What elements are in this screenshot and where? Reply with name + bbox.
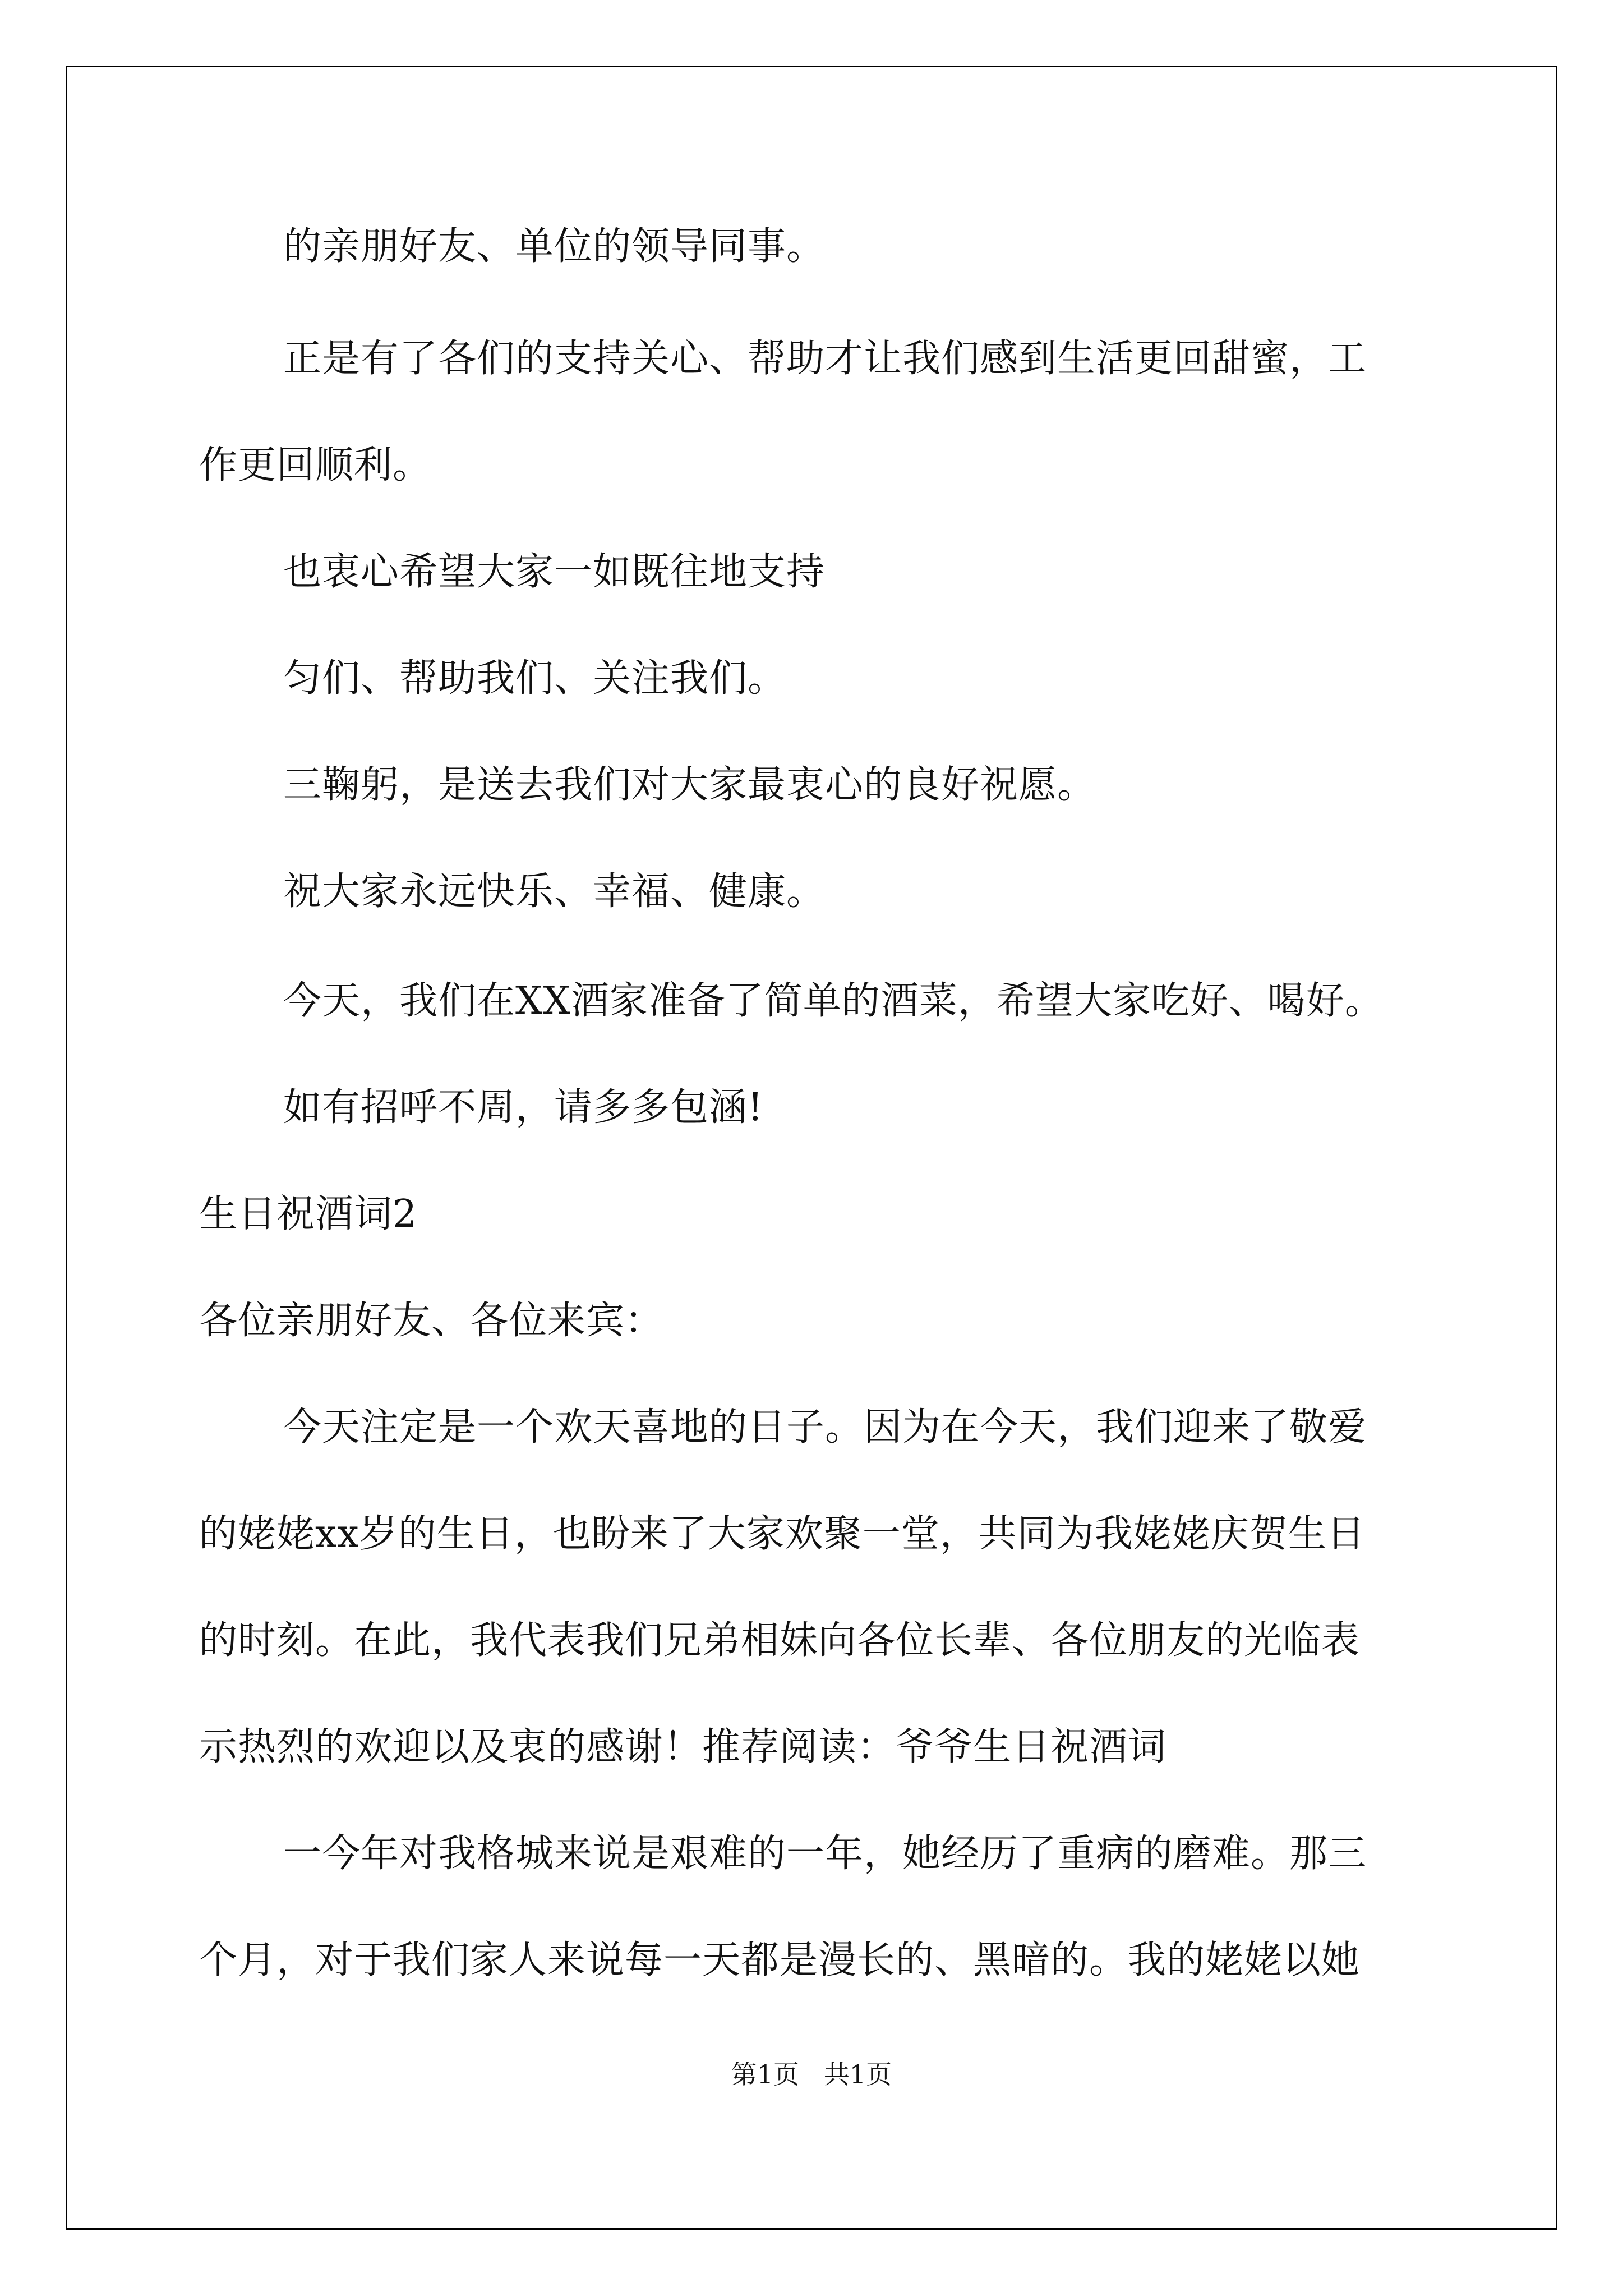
paragraph-line: 一今年对我格城来说是艰难的一年，她经历了重病的磨难。那三 — [283, 1832, 1367, 1876]
paragraph-line: 示热烈的欢迎以及衷的感谢！推荐阅读：爷爷生日祝酒词 — [199, 1725, 1167, 1769]
salutation-line: 各位亲朋好友、各位来宾： — [199, 1299, 664, 1343]
paragraph-line: 祝大家永远快乐、幸福、健康。 — [283, 869, 826, 914]
paragraph-line: 匀们、帮助我们、关注我们。 — [283, 656, 787, 701]
paragraph-line: 正是有了各们的支持关心、帮助才让我们感到生活更回甜蜜，工 — [283, 337, 1367, 381]
paragraph-line: 的姥姥xx岁的生日，也盼来了大家欢聚一堂，共同为我姥姥庆贺生日 — [199, 1512, 1366, 1556]
page-border — [66, 66, 1557, 2230]
paragraph-line: 也衷心希望大家一如既往地支持 — [283, 550, 826, 594]
page-number-footer: 第1页 共1页 — [731, 2059, 892, 2090]
paragraph-line: 的亲朋好友、单位的领导同事。 — [283, 224, 826, 269]
paragraph-line: 三鞠躬，是送去我们对大家最衷心的良好祝愿。 — [283, 763, 1096, 807]
paragraph-line: 个月，对于我们家人来说每一天都是漫长的、黑暗的。我的姥姥以她 — [199, 1938, 1361, 1982]
paragraph-line: 的时刻。在此，我代表我们兄弟相妹向各位长辈、各位朋友的光临表 — [199, 1618, 1361, 1663]
paragraph-line: 今天注定是一个欢天喜地的日子。因为在今天，我们迎来了敬爱 — [283, 1405, 1367, 1450]
paragraph-line: 今天，我们在XX酒家准备了简单的酒菜，希望大家吃好、喝好。 — [283, 979, 1384, 1023]
paragraph-line: 如有招呼不周，请多多包涵! — [283, 1085, 764, 1130]
paragraph-line: 作更回顺利。 — [199, 443, 432, 487]
section-heading: 生日祝酒词2 — [199, 1192, 418, 1236]
